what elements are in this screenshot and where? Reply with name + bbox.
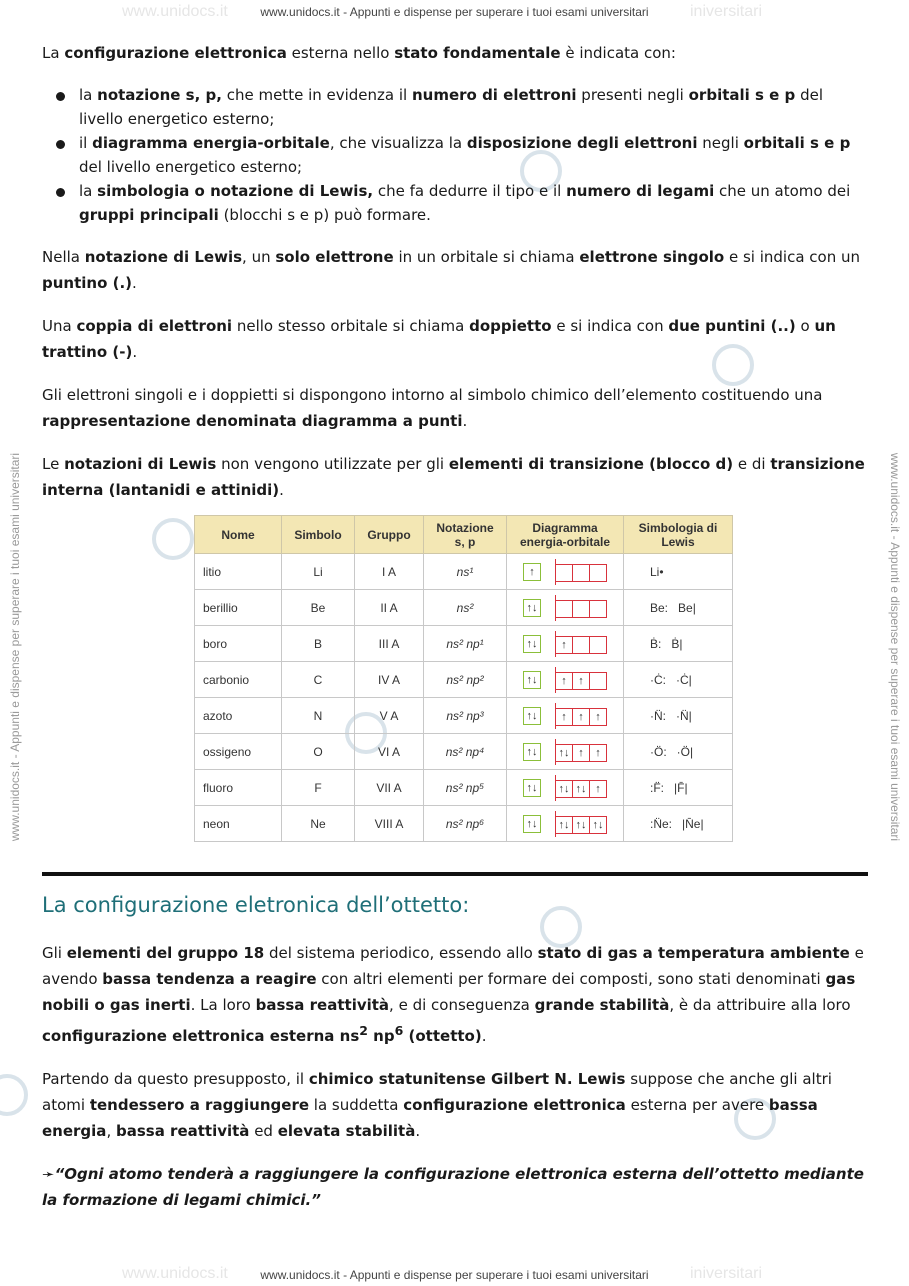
table-row [195, 590, 733, 626]
cell-lewis: ·Ċ: ·Ċ| [624, 662, 733, 698]
p-orbital-box: ↑↓ [556, 780, 573, 798]
cell-diagram [507, 770, 624, 806]
s-orbital-box: ↑ [523, 563, 541, 581]
p-orbital-box [590, 636, 607, 654]
p-orbital-box [590, 672, 607, 690]
cell-name: boro [195, 626, 282, 662]
p-orbital-box: ↑↓ [573, 816, 590, 834]
cell-notation: ns² np² [424, 662, 507, 698]
cell-notation: ns² np⁴ [424, 734, 507, 770]
unidocs-logo-icon [0, 1074, 28, 1116]
p-orbital-box: ↑↓ [573, 780, 590, 798]
section-title: La configurazione eletronica dell’ottetto: [42, 893, 470, 917]
cell-symbol: Li [282, 554, 355, 590]
p-orbital-box: ↑ [556, 708, 573, 726]
cell-name: berillio [195, 590, 282, 626]
cell-notation: ns¹ [424, 554, 507, 590]
cell-name: ossigeno [195, 734, 282, 770]
cell-group: V A [355, 698, 424, 734]
cell-group: VII A [355, 770, 424, 806]
p-orbital-box: ↑↓ [556, 816, 573, 834]
bullet-icon [56, 140, 65, 149]
p-orbital-box [590, 564, 607, 582]
column-header: Diagramma energia-orbitale [507, 516, 624, 554]
s-orbital-box: ↑↓ [523, 707, 541, 725]
p-orbital-group [555, 775, 607, 801]
cell-lewis: :F̈: |F̄| [624, 770, 733, 806]
p-orbital-group [555, 559, 607, 585]
cell-notation: ns² np⁶ [424, 806, 507, 842]
cell-name: neon [195, 806, 282, 842]
cell-diagram [507, 698, 624, 734]
cell-symbol: B [282, 626, 355, 662]
watermark-ghost: iniversitari [690, 1265, 763, 1282]
p-orbital-group [555, 667, 607, 693]
s-orbital-box: ↑↓ [523, 779, 541, 797]
cell-symbol: O [282, 734, 355, 770]
p-orbital-group [555, 739, 607, 765]
cell-group: IV A [355, 662, 424, 698]
table-header-row [195, 516, 733, 554]
paragraph-dot-diagram: Gli elettroni singoli e i doppietti si dispongono intorno al simbolo chimico dell’elemento costituendo una rappresentazione denominata diagramma a punti. [42, 386, 823, 430]
watermark-ghost: www.unidocs.it [122, 3, 228, 20]
cell-notation: ns² [424, 590, 507, 626]
cell-name: litio [195, 554, 282, 590]
list-item: la simbologia o notazione di Lewis, che fa dedurre il tipo e il numero di legami che un atomo dei gruppi principali (blocchi s e p) può formare. [42, 179, 868, 227]
column-header: Nome [195, 516, 282, 554]
p-orbital-group [555, 595, 607, 621]
paragraph-transition: Le notazioni di Lewis non vengono utilizzate per gli elementi di transizione (blocco d) e di transizione interna (lantanidi e attinidi). [42, 455, 865, 499]
s-orbital-box: ↑↓ [523, 815, 541, 833]
p-orbital-group [555, 811, 607, 837]
intro-paragraph: La configurazione elettronica esterna nello stato fondamentale è indicata con: [42, 44, 676, 62]
column-header: Notazione s, p [424, 516, 507, 554]
cell-name: fluoro [195, 770, 282, 806]
column-header: Simbologia di Lewis [624, 516, 733, 554]
p-orbital-box: ↑ [556, 636, 573, 654]
cell-group: II A [355, 590, 424, 626]
paragraph-lewis-pair: Una coppia di elettroni nello stesso orbitale si chiama doppietto e si indica con due puntini (..) o un trattino (-). [42, 317, 836, 361]
p-orbital-box [556, 600, 573, 618]
list-item: il diagramma energia-orbitale, che visualizza la disposizione degli elettroni negli orbitali s e p del livello energetico esterno; [42, 131, 868, 179]
column-header: Gruppo [355, 516, 424, 554]
p-orbital-box: ↑ [590, 780, 607, 798]
p-orbital-group [555, 703, 607, 729]
cell-diagram [507, 662, 624, 698]
column-header: Simbolo [282, 516, 355, 554]
table-body [195, 554, 733, 842]
table-row [195, 626, 733, 662]
cell-lewis: Ḃ: Ḃ| [624, 626, 733, 662]
cell-lewis: :N̈e: |N̄e| [624, 806, 733, 842]
cell-notation: ns² np¹ [424, 626, 507, 662]
s-orbital-box: ↑↓ [523, 671, 541, 689]
s-orbital-box: ↑↓ [523, 743, 541, 761]
p-orbital-box: ↑↓ [556, 744, 573, 762]
list-item: la notazione s, p, che mette in evidenza il numero di elettroni presenti negli orbitali s e p del livello energetico esterno; [42, 83, 868, 131]
p-orbital-group [555, 631, 607, 657]
p-orbital-box [573, 564, 590, 582]
section-divider [42, 872, 868, 876]
table-row [195, 770, 733, 806]
s-orbital-box: ↑↓ [523, 635, 541, 653]
cell-name: carbonio [195, 662, 282, 698]
p-orbital-box [556, 564, 573, 582]
cell-notation: ns² np³ [424, 698, 507, 734]
cell-group: VI A [355, 734, 424, 770]
watermark-top: www.unidocs.it - Appunti e dispense per superare i tuoi esami universitari [260, 5, 649, 19]
cell-symbol: Ne [282, 806, 355, 842]
octet-rule-quote: ➛“Ogni atomo tenderà a raggiungere la configurazione elettronica esterna dell’ottetto mediante la formazione di legami chimici.” [42, 1165, 864, 1209]
cell-diagram [507, 806, 624, 842]
paragraph-lewis-hypothesis: Partendo da questo presupposto, il chimico statunitense Gilbert N. Lewis suppose che anche gli altri atomi tendessero a raggiungere la suddetta configurazione elettronica esterna per avere bassa energia, bassa reattività ed elevata stabilità. [42, 1070, 832, 1140]
cell-diagram [507, 734, 624, 770]
table-row [195, 554, 733, 590]
p-orbital-box [573, 636, 590, 654]
p-orbital-box [590, 600, 607, 618]
p-orbital-box: ↑ [590, 744, 607, 762]
s-orbital-box: ↑↓ [523, 599, 541, 617]
table-row [195, 698, 733, 734]
p-orbital-box: ↑ [590, 708, 607, 726]
cell-group: VIII A [355, 806, 424, 842]
cell-diagram [507, 590, 624, 626]
lewis-table [194, 515, 733, 842]
bullet-icon [56, 188, 65, 197]
cell-lewis: ·N̈: ·N̈| [624, 698, 733, 734]
watermark-bottom: www.unidocs.it - Appunti e dispense per superare i tuoi esami universitari [260, 1268, 649, 1282]
cell-notation: ns² np⁵ [424, 770, 507, 806]
cell-diagram [507, 554, 624, 590]
bullet-icon [56, 92, 65, 101]
watermark-ghost: www.unidocs.it [122, 1265, 228, 1282]
p-orbital-box: ↑ [556, 672, 573, 690]
watermark-side-right: www.unidocs.it - Appunti e dispense per superare i tuoi esami universitari [888, 452, 902, 842]
cell-symbol: Be [282, 590, 355, 626]
cell-symbol: N [282, 698, 355, 734]
representation-list [42, 83, 868, 227]
watermark-ghost: iniversitari [690, 3, 763, 20]
p-orbital-box [573, 600, 590, 618]
cell-group: III A [355, 626, 424, 662]
p-orbital-box: ↑ [573, 744, 590, 762]
cell-lewis: ·Ö: ·Ö| [624, 734, 733, 770]
cell-symbol: F [282, 770, 355, 806]
table-row [195, 806, 733, 842]
cell-symbol: C [282, 662, 355, 698]
paragraph-noble-gases: Gli elementi del gruppo 18 del sistema periodico, essendo allo stato di gas a temperatura ambiente e avendo bassa tendenza a reagire con altri elementi per formare dei composti, sono stati denominati gas nobili o gas inerti. La loro bassa reattività, e di conseguenza grande stabilità, è da attribuire alla loro configurazione elettronica esterna $ns^2$ $np^6$ (ottetto). [42, 944, 864, 1045]
octet-section [42, 940, 868, 1230]
paragraph-lewis-single: Nella notazione di Lewis, un solo elettrone in un orbitale si chiama elettrone singolo e si indica con un puntino (.). [42, 248, 861, 292]
watermark-side-left: www.unidocs.it - Appunti e dispense per superare i tuoi esami universitari [8, 452, 22, 842]
main-content [42, 40, 868, 842]
cell-group: I A [355, 554, 424, 590]
p-orbital-box: ↑ [573, 672, 590, 690]
p-orbital-box: ↑ [573, 708, 590, 726]
p-orbital-box: ↑↓ [590, 816, 607, 834]
table-row [195, 662, 733, 698]
table-row [195, 734, 733, 770]
cell-name: azoto [195, 698, 282, 734]
cell-diagram [507, 626, 624, 662]
cell-lewis: Li• [624, 554, 733, 590]
cell-lewis: Be: Be| [624, 590, 733, 626]
